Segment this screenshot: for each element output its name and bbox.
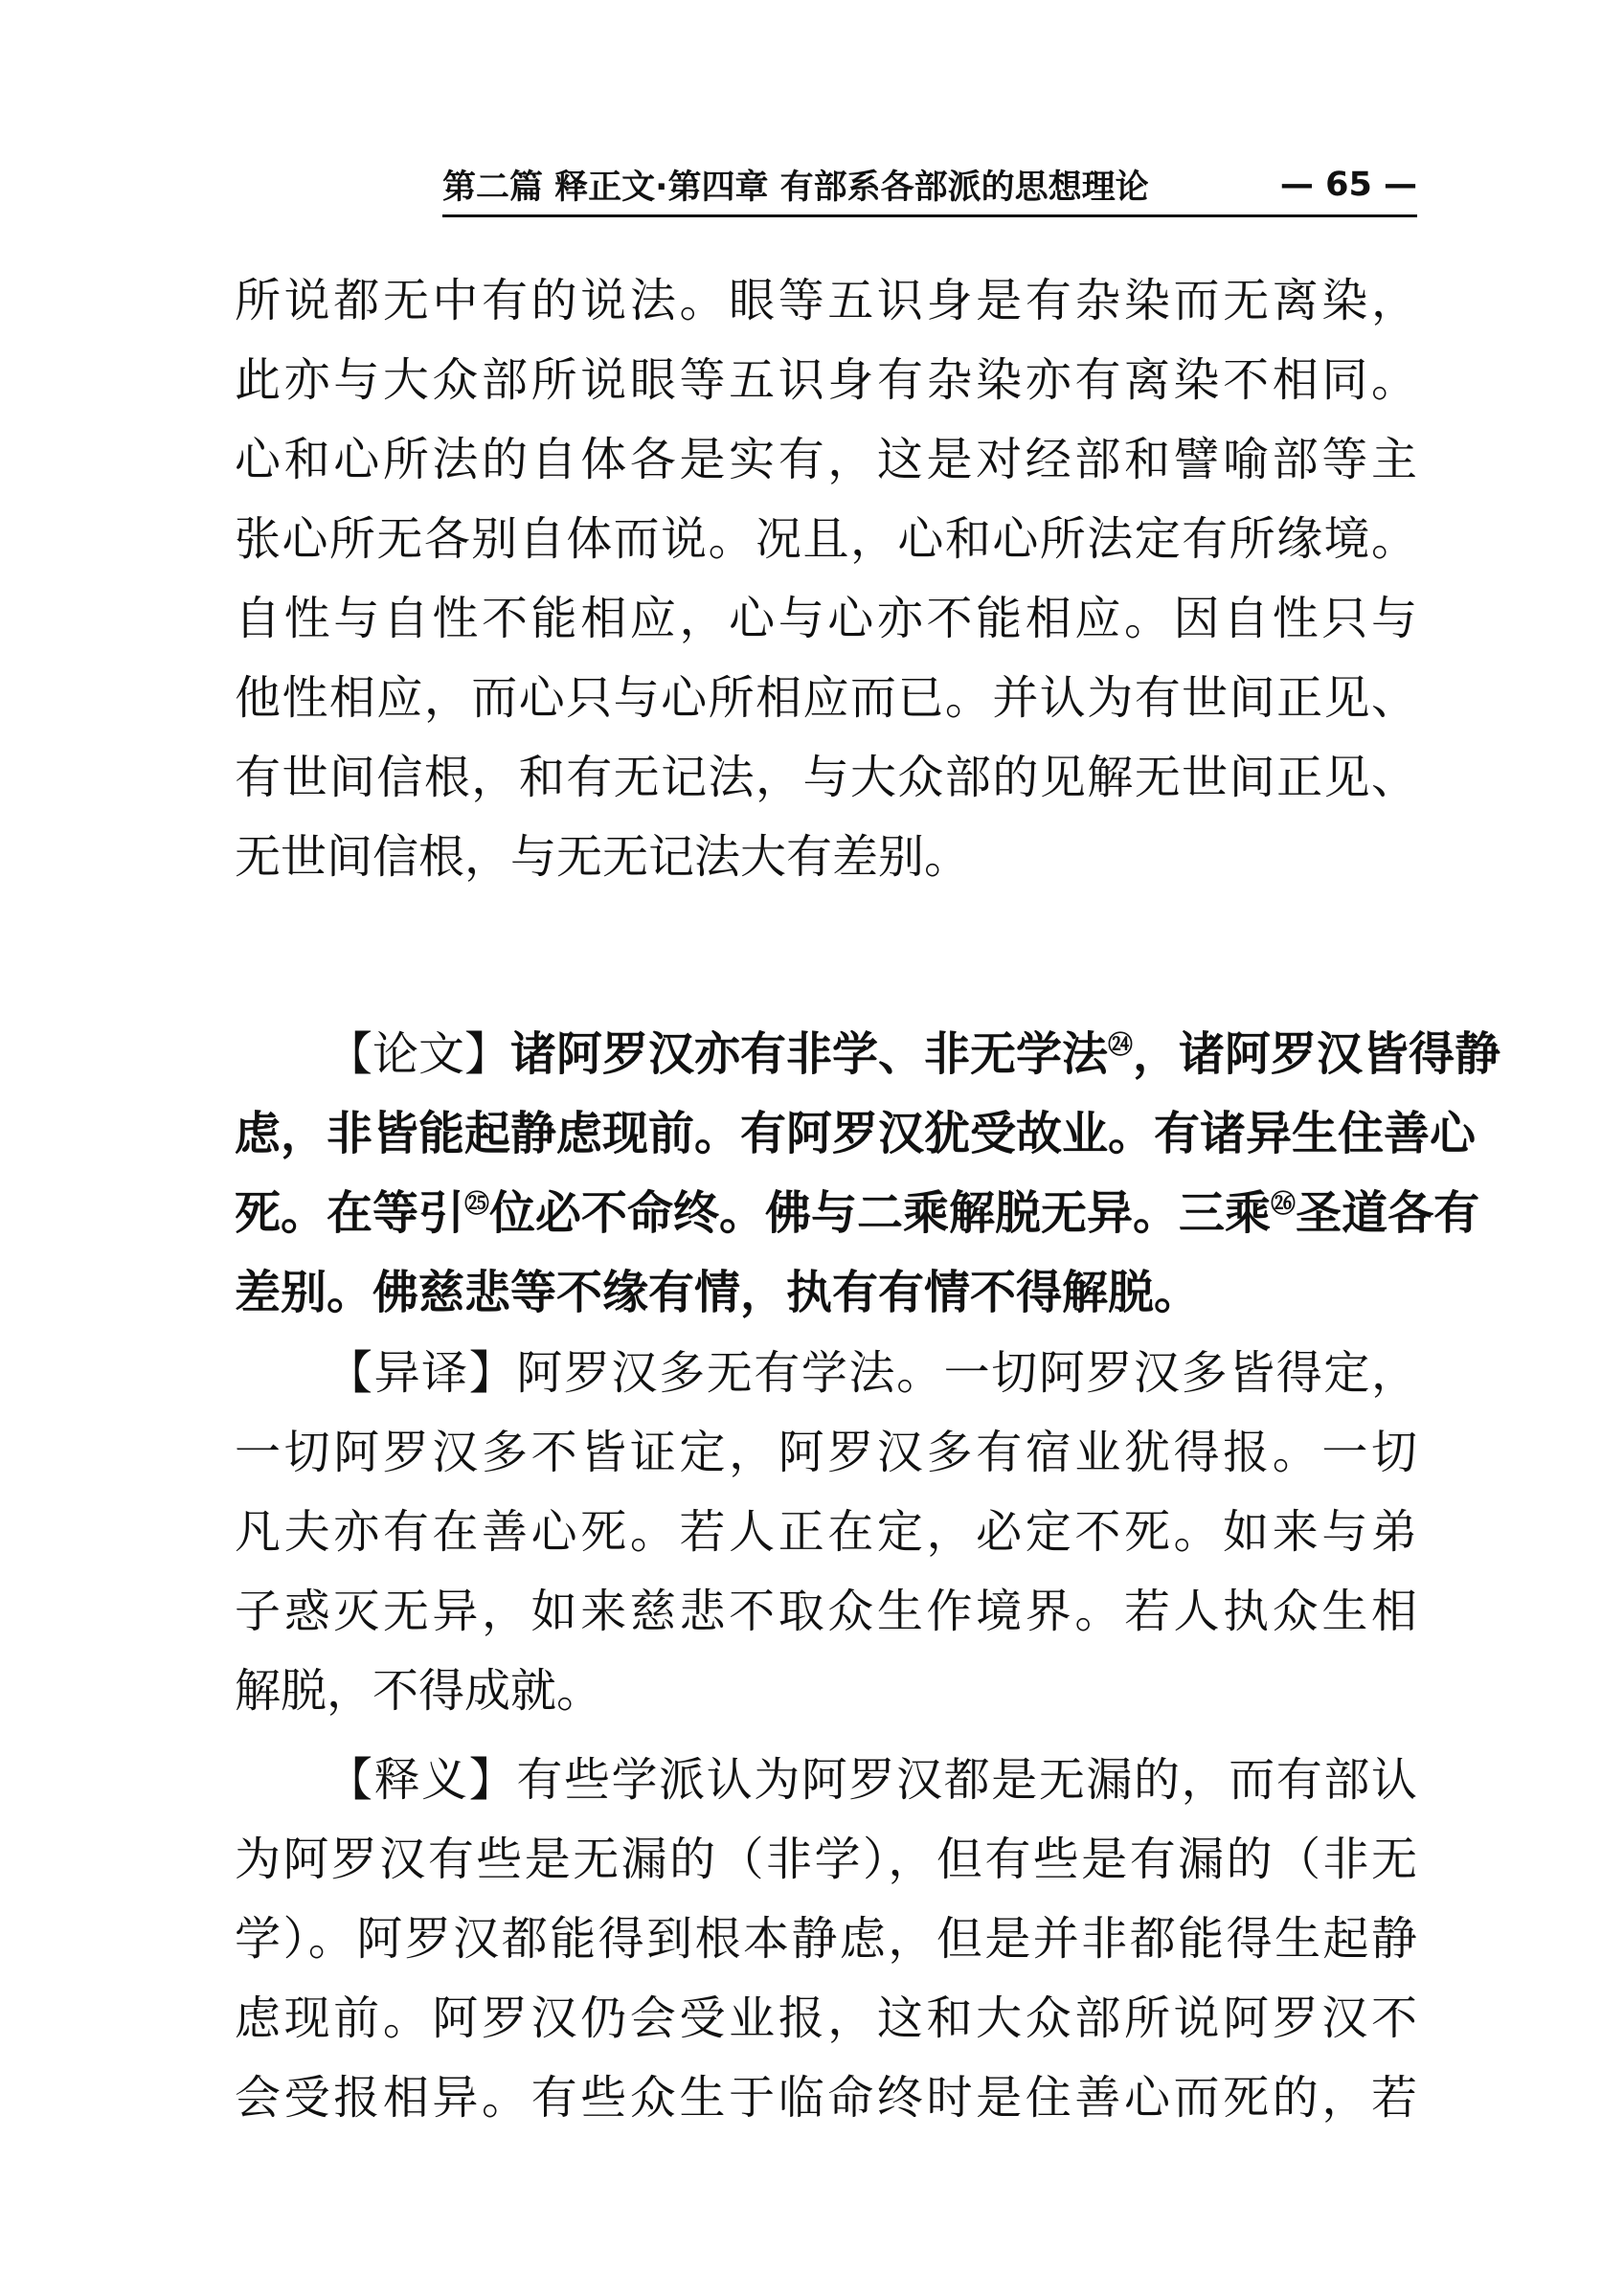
text-line: 自性与自性不能相应，心与心亦不能相应。因自性只与 [235, 592, 1417, 645]
lunwen-label: 【论文】 [327, 1027, 511, 1081]
text-line [235, 1174, 1480, 1253]
text-run: 死。在等引 [235, 1186, 465, 1240]
text-line: 会受报相异。有些众生于临命终时是住善心而死的，若 [235, 2071, 1417, 2125]
text-line [235, 1741, 1417, 1820]
footnote-marker[interactable]: ㉔ [1108, 1031, 1134, 1060]
page-number: — 65 — [1279, 166, 1417, 204]
footnote-marker[interactable]: ㉕ [464, 1190, 490, 1219]
shiyi-section [235, 1741, 1417, 2138]
text-line: 差别。佛慈悲等不缘有情，执有有情不得解脱。 [235, 1266, 1201, 1319]
text-line: 虑，非皆能起静虑现前。有阿罗汉犹受故业。有诸异生住善心 [235, 1107, 1477, 1160]
text-line: 心和心所法的自体各是实有，这是对经部和譬喻部等主 [235, 433, 1417, 486]
text-line: 学）。阿罗汉都能得到根本静虑，但是并非都能得生起静 [235, 1912, 1417, 1966]
shiyi-label: 【释义】 [327, 1753, 517, 1807]
text-line: 虑现前。阿罗汉仍会受业报，这和大众部所说阿罗汉不 [235, 1991, 1417, 2045]
text-run: ，诸阿罗汉皆得静 [1133, 1027, 1501, 1081]
text-run: 有些学派认为阿罗汉都是无漏的，而有部认 [516, 1753, 1417, 1807]
text-line [235, 1015, 1501, 1094]
paragraph-1 [235, 261, 1417, 897]
text-line: 此亦与大众部所说眼等五识身有杂染亦有离染不相同。 [235, 353, 1417, 407]
text-run: 诸阿罗汉亦有非学、非无学法 [510, 1027, 1109, 1081]
yiyi-section [235, 1334, 1417, 1731]
text-line: 一切阿罗汉多不皆证定，阿罗汉多有宿业犹得报。一切 [235, 1426, 1417, 1479]
text-run: 阿罗汉多无有学法。一切阿罗汉多皆得定， [516, 1346, 1417, 1400]
text-line: 张心所无各别自体而说。况且，心和心所法定有所缘境。 [235, 512, 1417, 566]
text-line: 无世间信根，与无无记法大有差别。 [235, 830, 971, 884]
text-line: 为阿罗汉有些是无漏的（非学），但有些是有漏的（非无 [235, 1833, 1417, 1886]
lunwen-section [235, 1015, 1501, 1333]
text-line [235, 1334, 1417, 1413]
header-rule [442, 214, 1417, 217]
running-header [442, 161, 1417, 209]
text-line: 有世间信根，和有无记法，与大众部的见解无世间正见、 [235, 751, 1417, 804]
text-run: 位必不命终。佛与二乘解脱无异。三乘 [489, 1186, 1272, 1240]
footnote-marker[interactable]: ㉖ [1271, 1190, 1297, 1219]
text-line: 解脱，不得成就。 [235, 1664, 603, 1718]
yiyi-label: 【异译】 [327, 1346, 517, 1400]
text-line: 他性相应，而心只与心所相应而已。并认为有世间正见、 [235, 671, 1417, 725]
text-line: 凡夫亦有在善心死。若人正在定，必定不死。如来与弟 [235, 1505, 1417, 1559]
text-line: 子惑灭无异，如来慈悲不取众生作境界。若人执众生相 [235, 1585, 1417, 1638]
text-run: 圣道各有 [1296, 1186, 1480, 1240]
header-title: 第二篇 释正文·第四章 有部系各部派的思想理论 [442, 169, 1149, 207]
text-line: 所说都无中有的说法。眼等五识身是有杂染而无离染， [235, 274, 1417, 327]
